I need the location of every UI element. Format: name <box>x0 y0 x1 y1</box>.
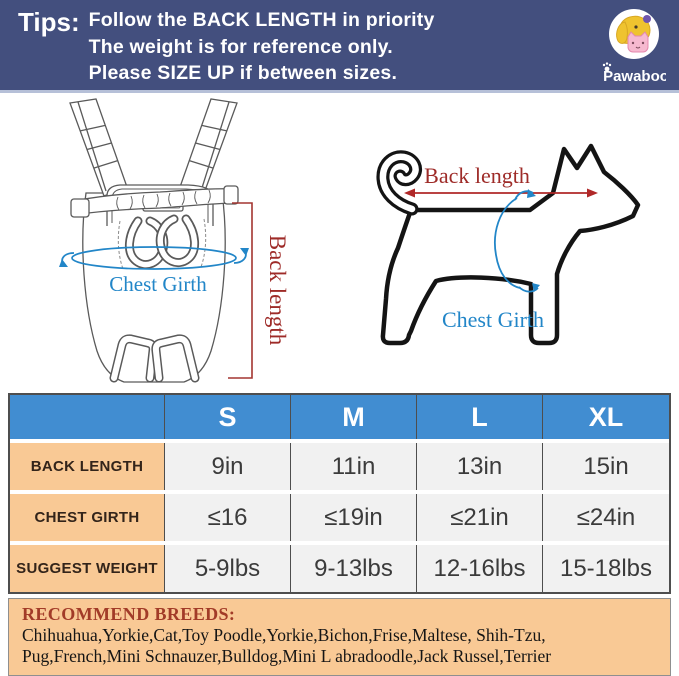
diagram-canvas <box>0 93 679 393</box>
breeds-title: RECOMMEND BREEDS: <box>22 604 236 624</box>
back-length-bracket <box>228 203 252 378</box>
brand-wordmark: Pawaboo <box>603 68 666 85</box>
measurement-diagrams <box>0 93 679 393</box>
breeds-line-1: Chihuahua,Yorkie,Cat,Toy Poodle,Yorkie,Bichon,Frise,Maltese, Shih-Tzu, <box>22 625 546 645</box>
tips-line-1: Follow the BACK LENGTH in priority <box>88 9 435 31</box>
row-label-chest-girth: CHEST GIRTH <box>10 494 165 541</box>
breeds-line-2: Pug,French,Mini Schnauzer,Bulldog,Mini L abradoodle,Jack Russel,Terrier <box>22 646 552 666</box>
carrier-back-length-label: Back length <box>265 234 290 346</box>
table-cell: 13in <box>417 443 543 490</box>
table-cell: 9in <box>165 443 291 490</box>
tips-line-2: The weight is for reference only. <box>88 35 393 58</box>
table-cell: ≤19in <box>291 494 417 541</box>
row-label-back-length: BACK LENGTH <box>10 443 165 490</box>
size-table <box>8 393 671 594</box>
tips-line-3: Please SIZE UP if between sizes. <box>88 62 398 84</box>
table-cell: 11in <box>291 443 417 490</box>
table-cell: 12-16lbs <box>417 545 543 592</box>
size-col-header-s: S <box>165 395 291 439</box>
table-cell: ≤24in <box>543 494 669 541</box>
breeds-panel <box>8 598 671 676</box>
table-cell: 15-18lbs <box>543 545 669 592</box>
row-label-suggest-weight: SUGGEST WEIGHT <box>10 545 165 592</box>
brand-logo <box>597 7 669 94</box>
table-cell: ≤21in <box>417 494 543 541</box>
dog-chest-girth-label: Chest Girth <box>441 307 545 332</box>
table-row-suggest-weight <box>10 541 669 592</box>
size-col-header-m: M <box>291 395 417 439</box>
tips-lines <box>89 7 435 87</box>
dog-back-length-label: Back length <box>424 163 530 188</box>
size-table-corner-cell <box>10 395 165 439</box>
pawaboo-logo-icon <box>600 7 666 89</box>
carrier-illustration <box>70 99 238 382</box>
size-col-header-xl: XL <box>543 395 669 439</box>
carrier-chest-girth-label: Chest Girth <box>109 272 207 296</box>
size-table-header-row <box>10 395 669 439</box>
table-cell: 5-9lbs <box>165 545 291 592</box>
tips-header <box>0 0 679 93</box>
table-row-back-length <box>10 439 669 490</box>
size-col-header-l: L <box>417 395 543 439</box>
table-cell: 15in <box>543 443 669 490</box>
table-row-chest-girth <box>10 490 669 541</box>
table-cell: ≤16 <box>165 494 291 541</box>
tips-label: Tips: <box>18 7 80 37</box>
table-cell: 9-13lbs <box>291 545 417 592</box>
